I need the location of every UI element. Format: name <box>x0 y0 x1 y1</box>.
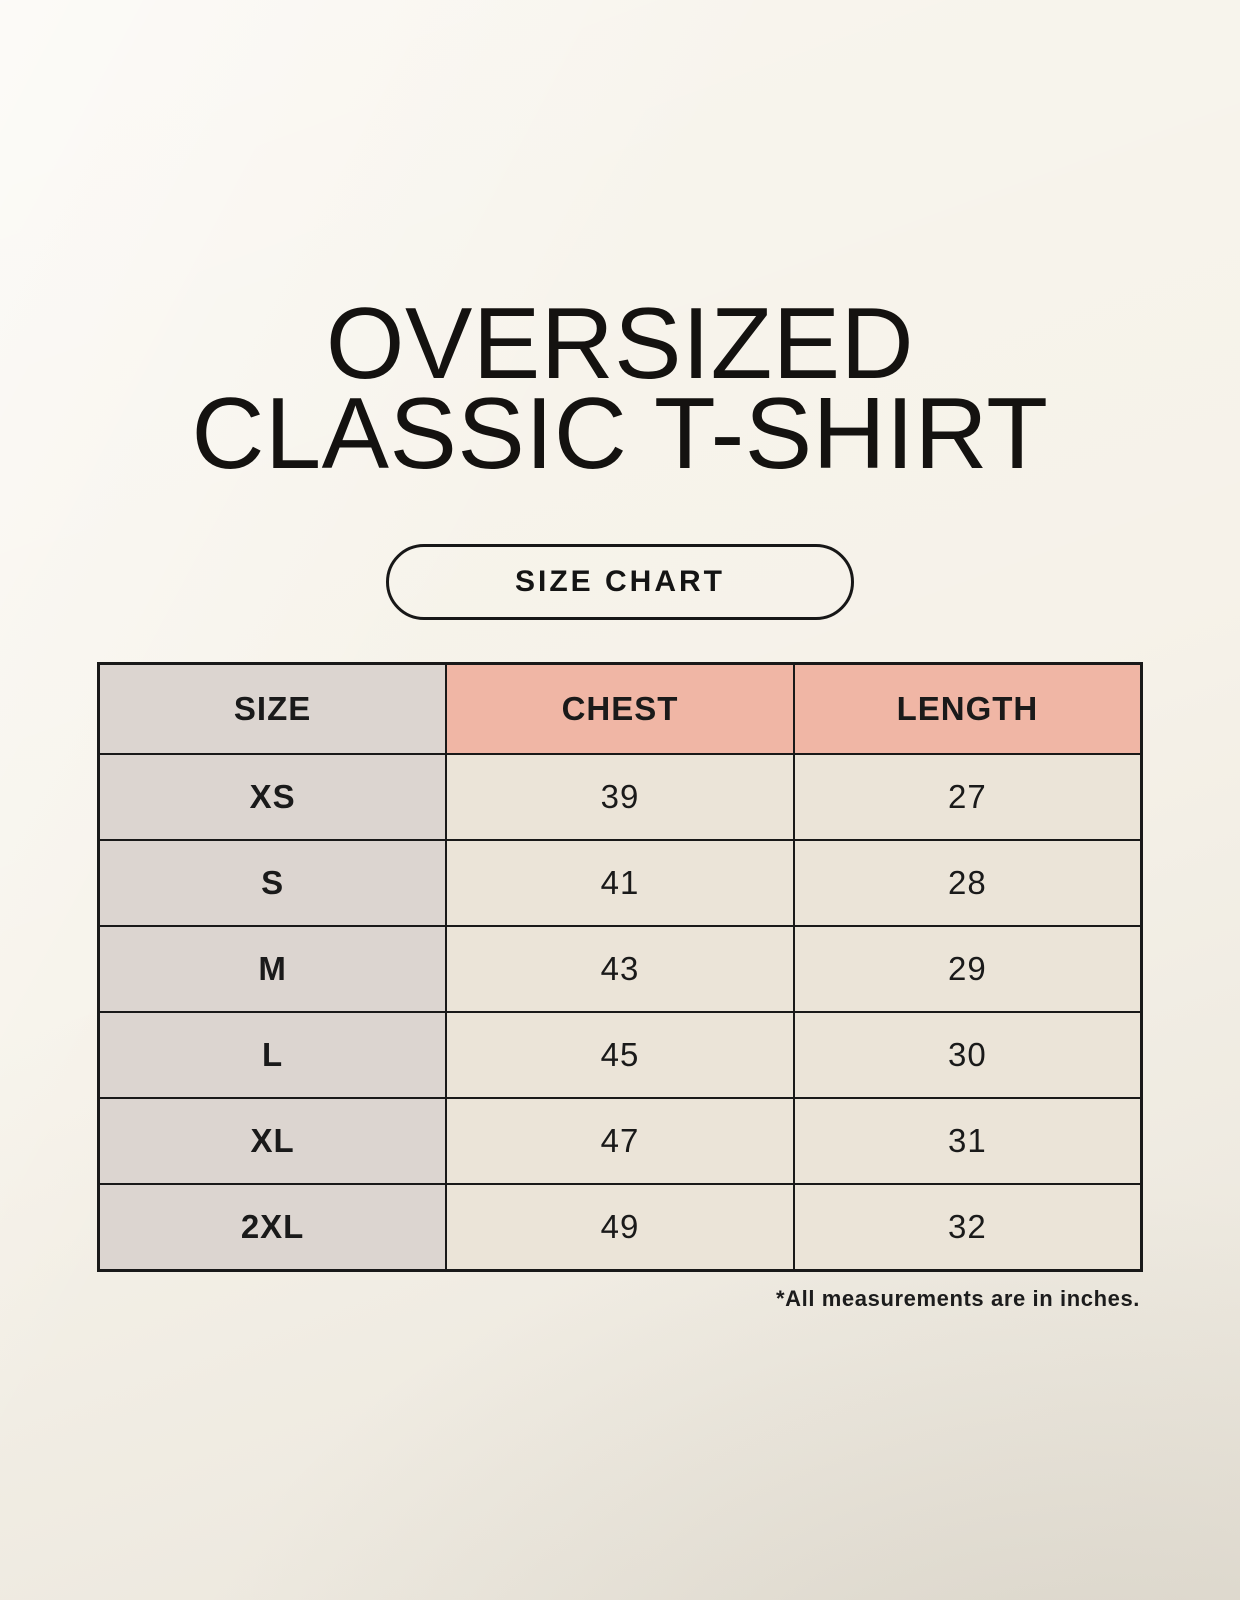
size-chart-button[interactable] <box>386 544 854 620</box>
length-cell: 28 <box>794 840 1142 926</box>
length-cell: 32 <box>794 1184 1142 1271</box>
size-cell: XL <box>99 1098 447 1184</box>
table-row-2xl <box>99 1184 1142 1271</box>
chest-cell: 41 <box>446 840 794 926</box>
table-row-l <box>99 1012 1142 1098</box>
size-table <box>97 662 1143 1272</box>
length-cell: 31 <box>794 1098 1142 1184</box>
chest-cell: 45 <box>446 1012 794 1098</box>
page-title-line-2: CLASSIC T-SHIRT <box>191 377 1049 490</box>
size-cell: S <box>99 840 447 926</box>
column-header-size: SIZE <box>99 663 447 754</box>
size-cell: M <box>99 926 447 1012</box>
table-row-m <box>99 926 1142 1012</box>
column-header-chest: CHEST <box>446 663 794 754</box>
chest-cell: 47 <box>446 1098 794 1184</box>
chest-cell: 49 <box>446 1184 794 1271</box>
table-row-xl <box>99 1098 1142 1184</box>
size-cell: 2XL <box>99 1184 447 1271</box>
length-cell: 30 <box>794 1012 1142 1098</box>
length-cell: 27 <box>794 754 1142 840</box>
size-cell: L <box>99 1012 447 1098</box>
size-chart-button-label: SIZE CHART <box>515 564 725 598</box>
page-title <box>0 0 1240 490</box>
table-row-xs <box>99 754 1142 840</box>
column-header-length: LENGTH <box>794 663 1142 754</box>
size-cell: XS <box>99 754 447 840</box>
length-cell: 29 <box>794 926 1142 1012</box>
table-row-s <box>99 840 1142 926</box>
measurements-footnote: *All measurements are in inches. <box>775 1285 1140 1311</box>
chest-cell: 39 <box>446 754 794 840</box>
chest-cell: 43 <box>446 926 794 1012</box>
page-title-line-1: OVERSIZED <box>325 288 915 400</box>
size-table-header-row <box>99 663 1142 754</box>
